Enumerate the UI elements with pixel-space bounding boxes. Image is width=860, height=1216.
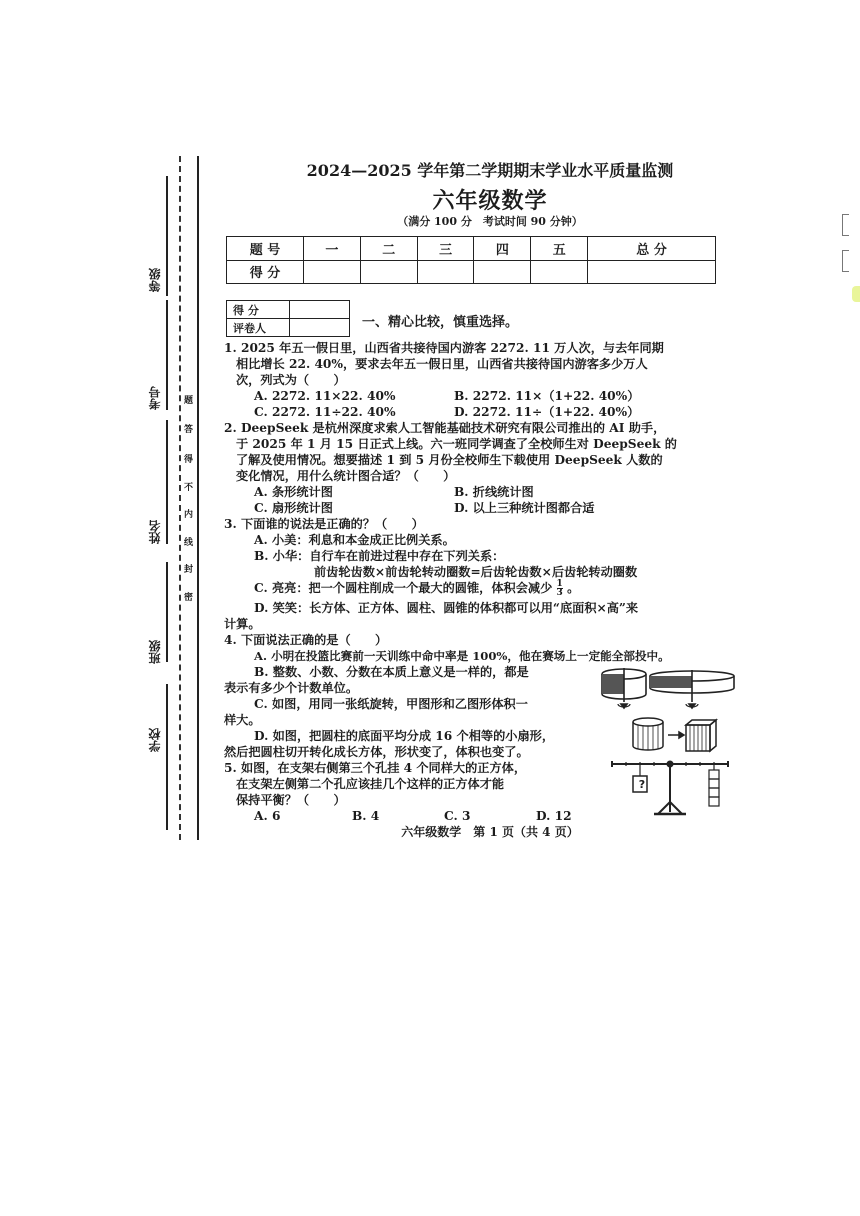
grader-score-label: 得 分 — [227, 301, 290, 319]
q5-option-b[interactable]: B. 4 — [352, 809, 380, 823]
score-input-cell[interactable] — [360, 260, 417, 284]
score-input-cell[interactable] — [304, 260, 361, 284]
q4-stem: 4. 下面说法正确的是（ ） — [224, 633, 388, 647]
q4-option-a[interactable]: A. 小明在投篮比赛前一天训练中命中率是 100%，他在赛场上一定能全部投中。 — [254, 649, 670, 663]
seal-char: 题 — [184, 396, 194, 406]
cuboid-icon — [686, 720, 716, 751]
grader-name-cell[interactable] — [290, 319, 350, 337]
grader-name-label: 评卷人 — [227, 319, 290, 337]
table-cell: 题 号 — [227, 237, 304, 261]
right-hanging-cubes — [709, 766, 719, 806]
q5-option-d[interactable]: D. 12 — [536, 809, 572, 823]
q4-option-d[interactable]: D. 如图，把圆柱的底面平均分成 16 个相等的小扇形， — [254, 729, 555, 743]
score-input-cell[interactable] — [417, 260, 474, 284]
seal-char: 线 — [184, 538, 194, 548]
name-blank — [166, 420, 168, 544]
seal-char: 得 — [184, 455, 194, 465]
table-cell: 一 — [304, 237, 361, 261]
q4-option-c[interactable]: C. 如图，用同一张纸旋转，甲图形和乙图形体积一 — [254, 697, 528, 711]
class-blank — [166, 562, 168, 662]
q1-line-1: 1. 2025 年五一假日里，山西省共接待国内游客 2272. 11 万人次，与去年同期 — [224, 341, 664, 355]
table-cell: 二 — [360, 237, 417, 261]
q3-option-d[interactable]: D. 笑笑：长方体、正方体、圆柱、圆锥的体积都可以用“底面积×高”来 — [254, 601, 639, 615]
balance-figure — [608, 756, 732, 818]
q1-option-c[interactable]: C. 2272. 11÷22. 40% — [254, 405, 396, 419]
cylinder-to-cuboid-figure — [628, 716, 748, 754]
page-edge-mark — [842, 214, 849, 236]
shape-yi — [650, 670, 734, 708]
q3-option-b[interactable]: B. 小华：自行车在前进过程中存在下列关系： — [254, 549, 505, 563]
page-footer: 六年级数学 第 1 页（共 4 页） — [401, 825, 579, 839]
q4-option-b-cont: 表示有多少个计数单位。 — [224, 681, 359, 695]
score-input-cell[interactable] — [531, 260, 588, 284]
grader-score-cell[interactable] — [290, 301, 350, 319]
school-blank — [166, 684, 168, 830]
q1-option-b[interactable]: B. 2272. 11×（1+22. 40%） — [454, 389, 640, 403]
q3-option-c-text: C. 亮亮：把一个圆柱削成一个最大的圆锥，体积会减少 — [254, 581, 553, 595]
seal-char: 不 — [184, 483, 194, 493]
q1-line-3: 次，列式为（ ） — [236, 373, 346, 387]
exam-title: 2024—2025 学年第二学期期末学业水平质量监测 — [306, 161, 674, 180]
class-label: 班级 — [148, 640, 162, 664]
school-label: 学校 — [148, 728, 162, 752]
shape-jia — [602, 668, 646, 708]
q3-stem: 3. 下面谁的说法是正确的？（ ） — [224, 517, 424, 531]
page-edge-mark — [842, 250, 849, 272]
seal-char: 密 — [184, 593, 194, 603]
table-row — [227, 260, 716, 284]
fraction-numerator: 1 — [556, 579, 563, 589]
score-table — [226, 236, 716, 284]
table-cell: 三 — [417, 237, 474, 261]
rotation-figure — [596, 664, 748, 714]
q2-line-1: 2. DeepSeek 是杭州深度求索人工智能基础技术研究有限公司推出的 AI 助手， — [224, 421, 666, 435]
q2-option-a[interactable]: A. 条形统计图 — [254, 485, 333, 499]
q5-option-c[interactable]: C. 3 — [444, 809, 471, 823]
q1-option-d[interactable]: D. 2272. 11÷（1+22. 40%） — [454, 405, 640, 419]
q5-option-a[interactable]: A. 6 — [254, 809, 281, 823]
cylinder-icon — [633, 718, 663, 750]
table-row — [227, 319, 350, 337]
fraction-one-third — [557, 580, 563, 597]
q2-line-4: 变化情况，用什么统计图合适？（ ） — [236, 469, 456, 483]
name-label: 姓名 — [148, 520, 162, 544]
q4-option-c-cont: 样大。 — [224, 713, 261, 727]
exam-no-label: 考号 — [148, 386, 162, 410]
q3-option-d-cont: 计算。 — [224, 617, 261, 631]
q5-line-1: 5. 如图，在支架右侧第三个孔挂 4 个同样大的正方体， — [224, 761, 527, 775]
unknown-box-label: ? — [638, 778, 646, 791]
seal-char: 封 — [184, 565, 194, 575]
q2-line-3: 了解及使用情况。想要描述 1 到 5 月份全校师生下载使用 DeepSeek 人数的 — [236, 453, 663, 467]
score-input-cell[interactable] — [474, 260, 531, 284]
fraction-denominator: 3 — [556, 588, 563, 598]
q4-option-b[interactable]: B. 整数、小数、分数在本质上意义是一样的，都是 — [254, 665, 529, 679]
q2-option-d[interactable]: D. 以上三种统计图都合适 — [454, 501, 595, 515]
q2-line-2: 于 2025 年 1 月 15 日正式上线。六一班同学调查了全校师生对 DeepSeek 的 — [236, 437, 677, 451]
binding-line-solid — [197, 156, 199, 840]
q5-line-2: 在支架左侧第二个孔应该挂几个这样的正方体才能 — [236, 777, 505, 791]
q2-option-c[interactable]: C. 扇形统计图 — [254, 501, 333, 515]
binding-line-dashed — [179, 156, 181, 840]
table-cell: 五 — [531, 237, 588, 261]
table-cell: 得 分 — [227, 260, 304, 284]
q1-option-a[interactable]: A. 2272. 11×22. 40% — [254, 389, 396, 403]
exam-no-blank — [166, 300, 168, 410]
q3-option-c[interactable]: C. 亮亮：把一个圆柱削成一个最大的圆锥，体积会减少 $\frac{1}{3}$ 。 — [254, 579, 580, 598]
arrow-right-icon — [668, 732, 684, 738]
q3-option-a[interactable]: A. 小美：利息和本金成正比例关系。 — [254, 533, 455, 547]
table-row — [227, 237, 716, 261]
score-input-cell[interactable] — [588, 260, 716, 284]
section-title: 一、精心比较，慎重选择。 — [362, 315, 519, 330]
seal-char: 内 — [184, 510, 194, 520]
exam-note: （满分 100 分 考试时间 90 分钟） — [397, 215, 583, 228]
subject-title: 六年级数学 — [432, 188, 548, 214]
q2-option-b[interactable]: B. 折线统计图 — [454, 485, 534, 499]
q5-line-3: 保持平衡？（ ） — [236, 793, 346, 807]
grade-blank — [166, 176, 168, 296]
table-row — [227, 301, 350, 319]
table-cell: 四 — [474, 237, 531, 261]
q4-option-d-cont: 然后把圆柱切开转化成长方体，形状变了，体积也变了。 — [224, 745, 529, 759]
table-cell: 总 分 — [588, 237, 716, 261]
highlight-mark — [852, 286, 860, 302]
q1-line-2: 相比增长 22. 40%，要求去年五一假日里，山西省共接待国内游客多少万人 — [236, 357, 648, 371]
grade-label: 等级 — [148, 268, 162, 292]
seal-char: 答 — [184, 425, 194, 435]
grader-box — [226, 300, 350, 337]
q3-option-b-formula: 前齿轮齿数×前齿轮转动圈数=后齿轮齿数×后齿轮转动圈数 — [314, 565, 638, 579]
